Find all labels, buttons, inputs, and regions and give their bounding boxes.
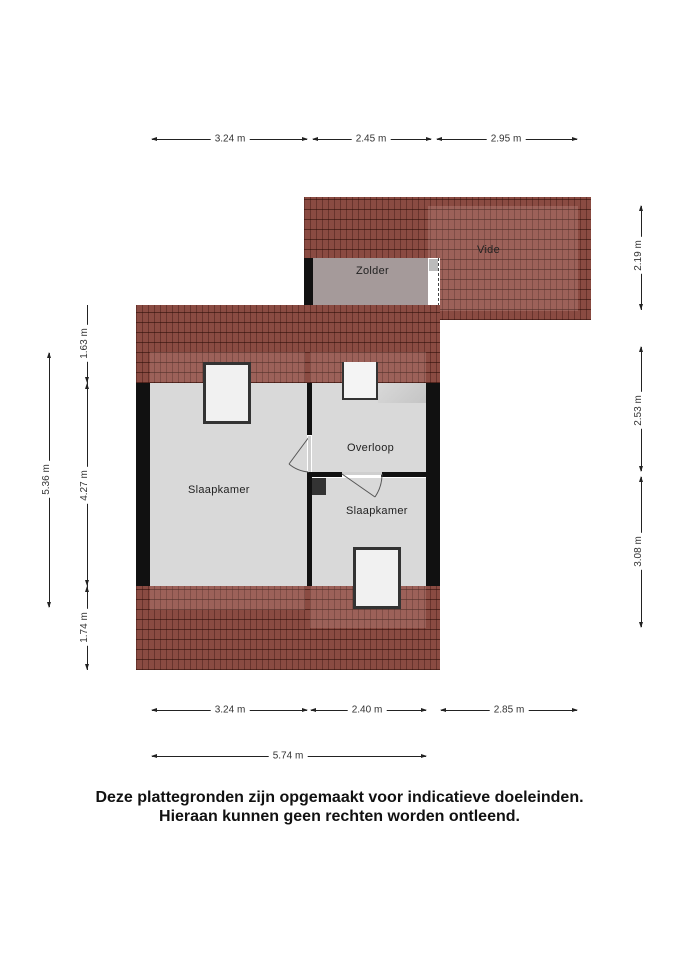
wall-right xyxy=(426,383,440,586)
arrow-up-icon xyxy=(639,205,643,211)
roof-overlay xyxy=(150,586,305,610)
arrow-right-icon xyxy=(572,137,578,141)
arrow-left-icon xyxy=(151,754,157,758)
disclaimer-line-2: Hieraan kunnen geen rechten worden ontleend. xyxy=(159,808,520,825)
dim-top-3: 2.95 m xyxy=(487,134,526,145)
room-label-slaapkamer-left: Slaapkamer xyxy=(188,484,250,496)
dim-top-2: 2.45 m xyxy=(352,134,391,145)
room-label-overloop: Overloop xyxy=(347,442,395,454)
dim-right-1: 2.19 m xyxy=(633,237,644,274)
arrow-left-icon xyxy=(436,137,442,141)
arrow-right-icon xyxy=(302,137,308,141)
dim-left-outer: 5.36 m xyxy=(41,461,52,498)
skylight-icon xyxy=(203,362,251,424)
arrow-up-icon xyxy=(639,346,643,352)
room-label-vide: Vide xyxy=(477,244,501,256)
chimney xyxy=(312,478,326,495)
wall xyxy=(304,258,313,306)
arrow-up-icon xyxy=(85,586,89,592)
arrow-left-icon xyxy=(151,708,157,712)
wall-middle xyxy=(307,383,312,435)
arrow-right-icon xyxy=(421,754,427,758)
arrow-right-icon xyxy=(572,708,578,712)
door-swing-icon[interactable] xyxy=(341,470,385,500)
stair-shadow xyxy=(378,383,426,403)
arrow-left-icon xyxy=(312,137,318,141)
arrow-right-icon xyxy=(426,137,432,141)
dim-bottom-3: 2.85 m xyxy=(490,705,529,716)
dim-left-inner-1: 1.63 m xyxy=(79,325,90,362)
wall-hall xyxy=(312,472,342,477)
dim-left-inner-2: 4.27 m xyxy=(79,467,90,504)
disclaimer-line-1: Deze plattegronden zijn opgemaakt voor indicatieve doeleinden. xyxy=(95,789,584,806)
arrow-right-icon xyxy=(302,708,308,712)
room-label-zolder: Zolder xyxy=(356,265,389,277)
arrow-left-icon xyxy=(440,708,446,712)
dim-top-1: 3.24 m xyxy=(211,134,250,145)
dim-right-2: 2.53 m xyxy=(633,392,644,429)
arrow-up-icon xyxy=(47,352,51,358)
arrow-down-icon xyxy=(47,602,51,608)
arrow-down-icon xyxy=(85,664,89,670)
vide-overlay xyxy=(428,206,578,311)
dim-bottom-total: 5.74 m xyxy=(269,751,308,762)
arrow-down-icon xyxy=(639,622,643,628)
dim-bottom-1: 3.24 m xyxy=(211,705,250,716)
dashed-edge xyxy=(438,258,439,306)
arrow-right-icon xyxy=(421,708,427,712)
wall-left xyxy=(136,383,150,586)
wall-hall xyxy=(381,472,426,477)
arrow-down-icon xyxy=(639,466,643,472)
arrow-up-icon xyxy=(85,383,89,389)
arrow-up-icon xyxy=(639,476,643,482)
vent xyxy=(429,259,438,271)
arrow-left-icon xyxy=(151,137,157,141)
skylight-icon xyxy=(353,547,401,609)
arrow-down-icon xyxy=(639,304,643,310)
dim-bottom-2: 2.40 m xyxy=(348,705,387,716)
dim-left-inner-3: 1.74 m xyxy=(79,609,90,646)
arrow-left-icon xyxy=(310,708,316,712)
room-label-slaapkamer-right: Slaapkamer xyxy=(346,505,408,517)
stairs-icon xyxy=(342,362,378,400)
dim-right-3: 3.08 m xyxy=(633,533,644,570)
door-swing-icon[interactable] xyxy=(286,434,316,476)
